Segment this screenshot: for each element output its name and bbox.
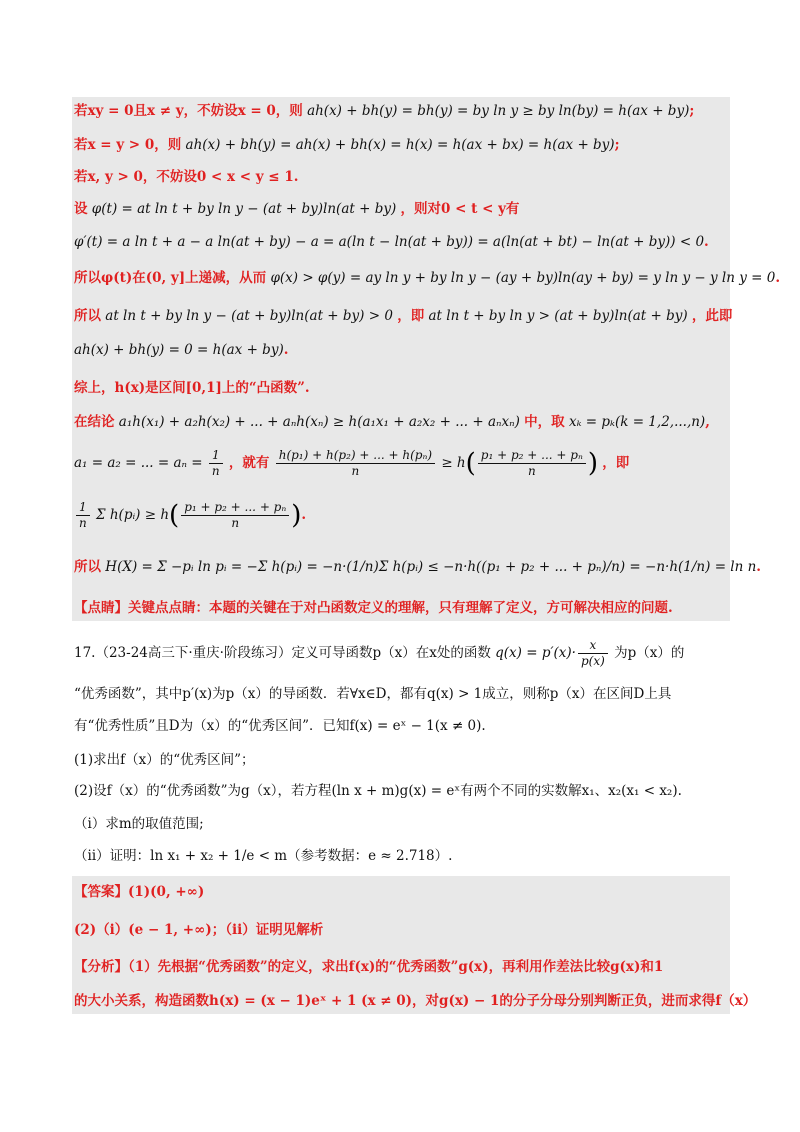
problem-17-definition: “优秀函数”，其中p′(x)为p（x）的导函数．若∀x∈D，都有q(x) > 1成立，则称p（x）在区间D上具 bbox=[74, 686, 672, 702]
line-conclusion-zero: ah(x) + bh(y) = 0 = h(ax + by). bbox=[74, 342, 289, 358]
line-weights-equal: a₁ = a₂ = ... = aₙ = $\frac{1}{n}$ ，就有 $\frac{\text{h(p₁) + h(p₂) + ... + h(pₙ)}}{n}$ ≥ h( $\frac{\text{p₁ + p₂ + ... + pₙ}}{n}$ ) ，即 bbox=[74, 448, 630, 479]
line-entropy-result: 所以 H(X) = Σ −pᵢ ln pᵢ = −Σ h(pᵢ) = −n·(1/n)Σ h(pᵢ) ≤ −n·h((p₁ + p₂ + ... + pₙ)/n) = −n·h(1/n) = ln n. bbox=[74, 559, 761, 575]
line-phi-derivative: φ′(t) = a ln t + a − a ln(at + by) − a = a(ln t − ln(at + by)) = a(ln(at + bt) − ln(at + by)) < 0. bbox=[74, 234, 709, 250]
analysis-line1: 【分析】（1）先根据“优秀函数”的定义，求出f(x)的“优秀函数”g(x)，再利用作差法比较g(x)和1 bbox=[74, 959, 664, 975]
problem-17-part2-ii: （ⅱ）证明：ln x₁ + x₂ + 1/e < m（参考数据：e ≈ 2.718）. bbox=[74, 848, 453, 864]
line-case-xy-positive: 若x, y > 0，不妨设0 < x < y ≤ 1. bbox=[74, 169, 299, 185]
problem-17-part2-i: （ⅰ）求m的取值范围; bbox=[74, 816, 204, 832]
answer-part2: (2)（ⅰ）(e − 1, +∞)；（ⅱ）证明见解析 bbox=[74, 922, 324, 938]
line-define-phi: 设 φ(t) = at ln t + by ln y − (at + by)ln(at + by) ，则对0 < t < y有 bbox=[74, 201, 520, 217]
line-key-point: 【点睛】关键点点睛：本题的关键在于对凸函数定义的理解，只有理解了定义，方可解决相应的问题. bbox=[74, 600, 673, 616]
line-mean-inequality: $\frac{1}{n}$ Σ h(pᵢ) ≥ h( $\frac{\text{p₁ + p₂ + ... + pₙ}}{n}$ ). bbox=[74, 498, 306, 533]
line-apply-conclusion: 在结论 a₁h(x₁) + a₂h(x₂) + ... + aₙh(xₙ) ≥ h(a₁x₁ + a₂x₂ + ... + aₙxₙ) 中，取 xₖ = pₖ(k = 1,2,...,n), bbox=[74, 414, 710, 430]
line-convex-conclusion: 综上，h(x)是区间[0,1]上的“凸函数”. bbox=[74, 380, 310, 396]
analysis-line2: 的大小关系，构造函数h(x) = (x − 1)eˣ + 1 (x ≠ 0)，对g(x) − 1的分子分母分别判断正负，进而求得f（x） bbox=[74, 993, 757, 1009]
answer-part1: 【答案】(1)(0, +∞) bbox=[74, 884, 205, 900]
line-inequality: 所以 at ln t + by ln y − (at + by)ln(at + by) > 0 ，即 at ln t + by ln y > (at + by)ln(at + by) ，此即 bbox=[74, 308, 733, 324]
problem-17-given: 有“优秀性质”且D为（x）的“优秀区间”．已知f(x) = eˣ − 1(x ≠ 0). bbox=[74, 718, 486, 734]
problem-17-part1: (1)求出f（x）的“优秀区间”； bbox=[74, 752, 255, 768]
line-case-x-equals-y: 若x = y > 0，则 ah(x) + bh(y) = ah(x) + bh(x) = h(x) = h(ax + bx) = h(ax + by); bbox=[74, 137, 620, 153]
problem-17-intro: 17.（23-24高三下·重庆·阶段练习）定义可导函数p（x）在x处的函数 q(x) = p′(x)· $\frac{x}{p(x)}$ 为p（x）的 bbox=[74, 638, 685, 668]
line-case-xy-zero: 若xy = 0且x ≠ y，不妨设x = 0，则 ah(x) + bh(y) = bh(y) = by ln y ≥ by ln(by) = h(ax + by); bbox=[74, 103, 695, 119]
line-phi-decreasing: 所以φ(t)在(0, y]上递减，从而 φ(x) > φ(y) = ay ln y + by ln y − (ay + by)ln(ay + by) = y ln y − y ln y = 0. bbox=[74, 270, 781, 286]
problem-17-part2: (2)设f（x）的“优秀函数”为g（x），若方程(ln x + m)g(x) = eˣ有两个不同的实数解x₁、x₂(x₁ < x₂). bbox=[74, 783, 682, 799]
